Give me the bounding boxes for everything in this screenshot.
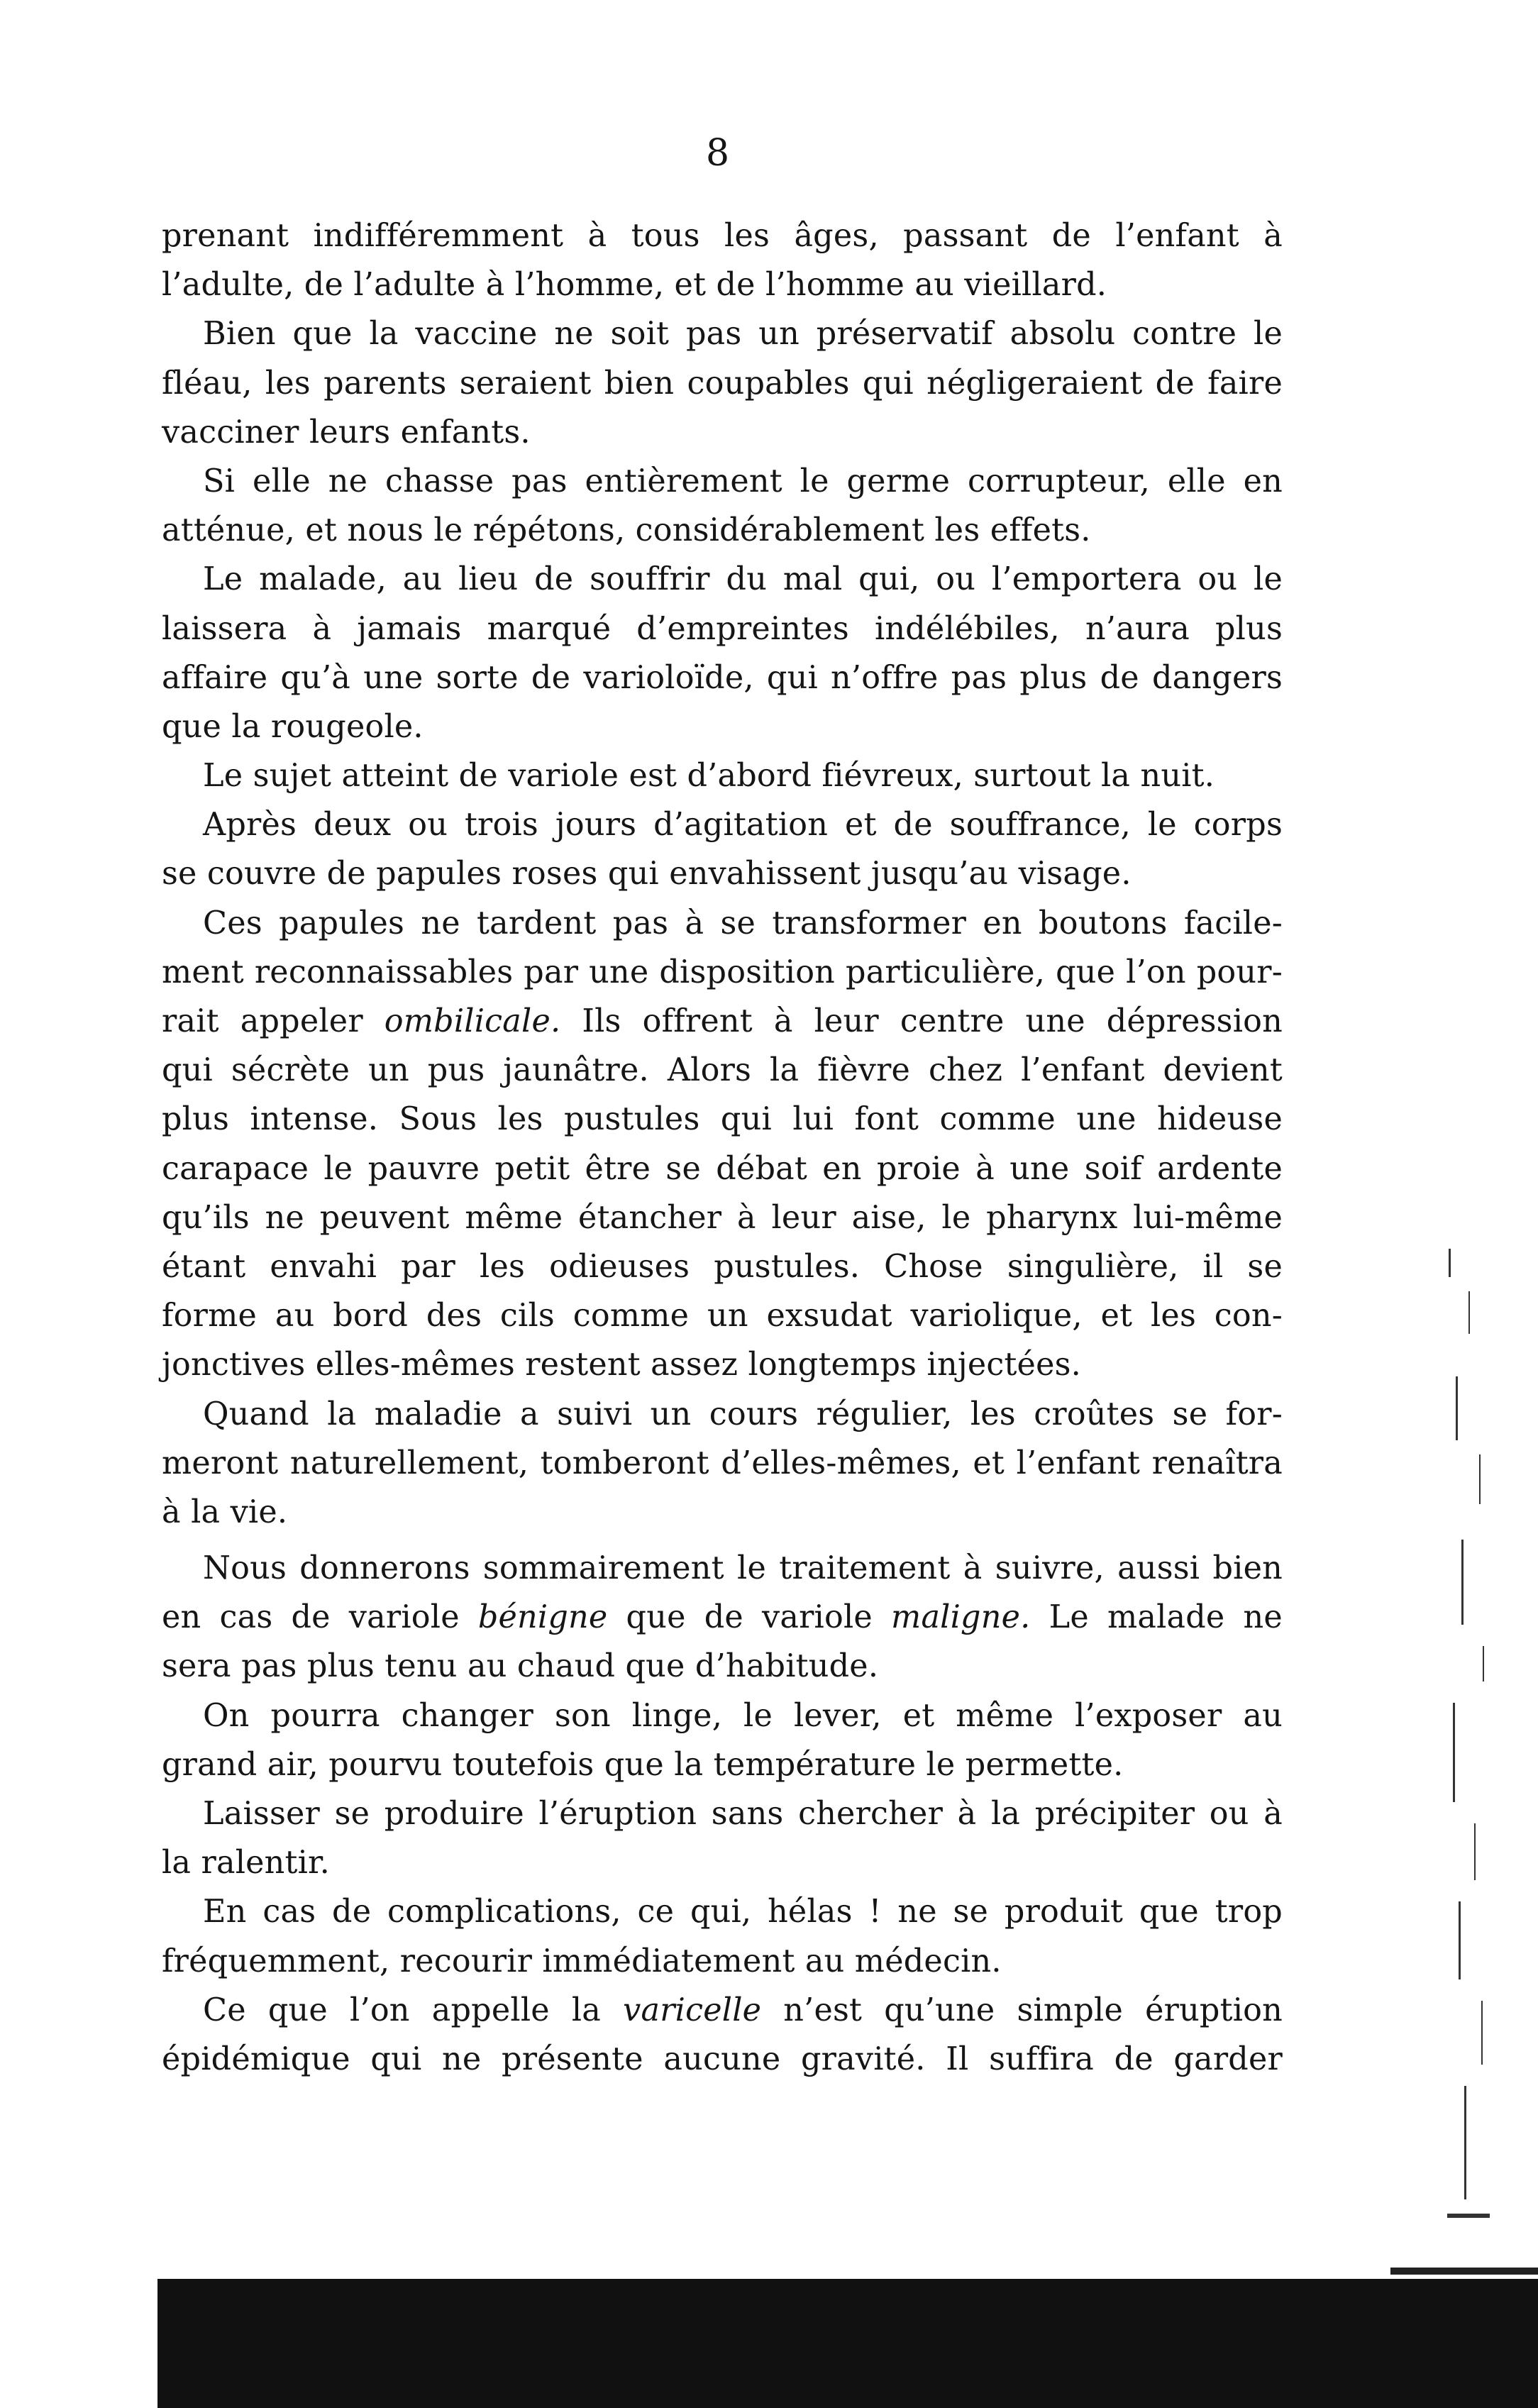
text-line: Quand la maladie a suivi un cours régulier, les croûtes se for- xyxy=(203,1396,1283,1432)
text-line: laissera à jamais marqué d’empreintes indélébiles, n’aura plus xyxy=(162,610,1283,647)
page-number: 8 xyxy=(706,132,730,175)
text-run: Ce que l’on appelle la xyxy=(203,1992,602,2028)
text-line: prenant indifféremment à tous les âges, passant de l’enfant à xyxy=(162,218,1283,254)
text-line: Bien que la vaccine ne soit pas un préservatif absolu contre le xyxy=(203,316,1283,353)
text-line: vacciner leurs enfants. xyxy=(162,414,531,451)
italic-term: maligne. xyxy=(891,1599,1031,1636)
italic-term: ombilicale. xyxy=(384,1003,561,1039)
text-line: sera pas plus tenu au chaud que d’habitude. xyxy=(162,1648,879,1685)
text-line: à la vie. xyxy=(162,1493,288,1530)
text-line: qu’ils ne peuvent même étancher à leur aise, le pharynx lui-même xyxy=(162,1199,1283,1236)
text-line: plus intense. Sous les pustules qui lui font comme une hideuse xyxy=(162,1101,1283,1138)
text-line: forme au bord des cils comme un exsudat variolique, et les con- xyxy=(162,1298,1283,1335)
text-line: grand air, pourvu toutefois que la température le permette. xyxy=(162,1746,1124,1783)
text-line: Si elle ne chasse pas entièrement le germe corrupteur, elle en xyxy=(203,463,1283,499)
text-line: se couvre de papules roses qui envahissent jusqu’au visage. xyxy=(162,856,1132,893)
text-line: l’adulte, de l’adulte à l’homme, et de l’homme au vieillard. xyxy=(162,267,1107,304)
scan-edge-bar xyxy=(157,2279,1538,2408)
text-line: atténue, et nous le répétons, considérablement les effets. xyxy=(162,512,1091,549)
text-line: fréquemment, recourir immédiatement au médecin. xyxy=(162,1943,1002,1979)
italic-term: bénigne xyxy=(477,1599,608,1636)
text-line xyxy=(162,997,1283,1046)
text-line: épidémique qui ne présente aucune gravité. Il suffira de garder xyxy=(162,2040,1283,2077)
text-line: étant envahi par les odieuses pustules. Chose singulière, il se xyxy=(162,1248,1283,1285)
text-line: Ces papules ne tardent pas à se transformer en boutons facile- xyxy=(203,905,1283,941)
text-line: ment reconnaissables par une disposition particulière, que l’on pour- xyxy=(162,954,1283,990)
text-run: en cas de xyxy=(162,1599,331,1636)
text-line: fléau, les parents seraient bien coupables qui négligeraient de faire xyxy=(162,365,1283,402)
text-run: n’est qu’une simple éruption xyxy=(783,1992,1283,2028)
text-run: Le malade ne xyxy=(1049,1599,1283,1636)
text-line: En cas de complications, ce qui, hélas ! ne se produit que trop xyxy=(203,1894,1283,1931)
text-run: rait appeler xyxy=(162,1003,363,1039)
text-line: qui sécrète un pus jaunâtre. Alors la fièvre chez l’enfant devient xyxy=(162,1052,1283,1089)
text-line: meront naturellement, tomberont d’elles-mêmes, et l’enfant renaîtra xyxy=(162,1445,1283,1481)
italic-term: varicelle xyxy=(623,1992,762,2028)
binding-specks xyxy=(1440,1235,1504,2263)
text-line: Laisser se produire l’éruption sans chercher à la précipiter ou à xyxy=(203,1796,1283,1832)
text-line: carapace le pauvre petit être se débat en proie à une soif ardente xyxy=(162,1150,1283,1187)
text-run: variole xyxy=(348,1599,460,1636)
text-line: Le sujet atteint de variole est d’abord fiévreux, surtout la nuit. xyxy=(203,758,1215,795)
text-line: la ralentir. xyxy=(162,1845,330,1882)
body-text xyxy=(162,211,1283,2084)
text-line: Nous donnerons sommairement le traitement à suivre, aussi bien xyxy=(203,1550,1283,1587)
text-line: jonctives elles-mêmes restent assez longtemps injectées. xyxy=(162,1347,1082,1384)
bottom-rule xyxy=(1390,2268,1538,2275)
text-run: que de variole xyxy=(626,1599,873,1636)
text-line: Le malade, au lieu de souffrir du mal qui, ou l’emportera ou le xyxy=(203,561,1283,598)
text-line xyxy=(162,1593,1283,1642)
text-line: affaire qu’à une sorte de varioloïde, qui n’offre pas plus de dangers xyxy=(162,659,1283,696)
text-line: que la rougeole. xyxy=(162,708,424,745)
text-run: Ils offrent à leur centre une dépression xyxy=(582,1003,1283,1039)
text-line: On pourra changer son linge, le lever, et même l’exposer au xyxy=(203,1697,1283,1734)
text-line: Après deux ou trois jours d’agitation et de souffrance, le corps xyxy=(203,807,1283,844)
text-line xyxy=(162,1986,1283,2035)
